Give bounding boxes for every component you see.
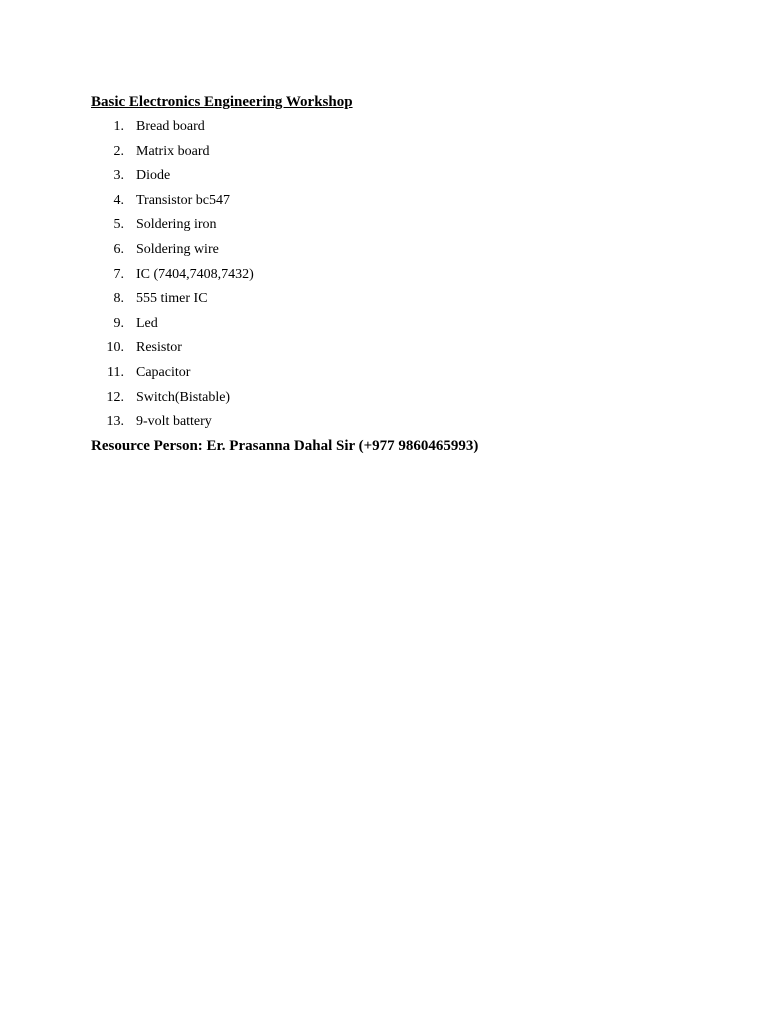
list-item-number: 1.	[113, 119, 124, 134]
list-item-number: 7.	[113, 266, 124, 282]
list-item-number: 12.	[106, 389, 124, 405]
document-title: Basic Electronics Engineering Workshop	[91, 94, 353, 110]
list-item-label: Transistor bc547	[136, 192, 230, 208]
list-item-number: 6.	[113, 241, 124, 257]
list-item-label: Resistor	[136, 340, 182, 356]
list-item-number: 3.	[113, 168, 124, 184]
list-item-number: 13.	[106, 414, 124, 430]
list-item-label: Led	[136, 315, 158, 331]
list-item-number: 5.	[113, 217, 124, 233]
list-item-label: Soldering iron	[136, 217, 217, 233]
list-item-label: Soldering wire	[136, 241, 219, 257]
list-item-label: Capacitor	[136, 364, 191, 380]
list-item-label: Diode	[136, 168, 171, 184]
list-item-label: 555 timer IC	[136, 291, 208, 307]
list-item-number: 11.	[107, 364, 124, 380]
list-item-number: 8.	[113, 291, 124, 307]
list-item-label: Matrix board	[136, 143, 210, 159]
resource-person: Resource Person: Er. Prasanna Dahal Sir (+977 9860465993)	[91, 438, 479, 454]
list-item-number: 10.	[106, 340, 124, 356]
list-item-label: IC (7404,7408,7432)	[136, 266, 254, 282]
list-item-number: 9.	[113, 315, 124, 331]
list-item-number: 2.	[113, 143, 124, 159]
list-item-label: Bread board	[136, 119, 205, 134]
list-item-number: 4.	[113, 192, 124, 208]
list-item-label: 9-volt battery	[136, 414, 212, 430]
list-item-label: Switch(Bistable)	[136, 389, 231, 405]
